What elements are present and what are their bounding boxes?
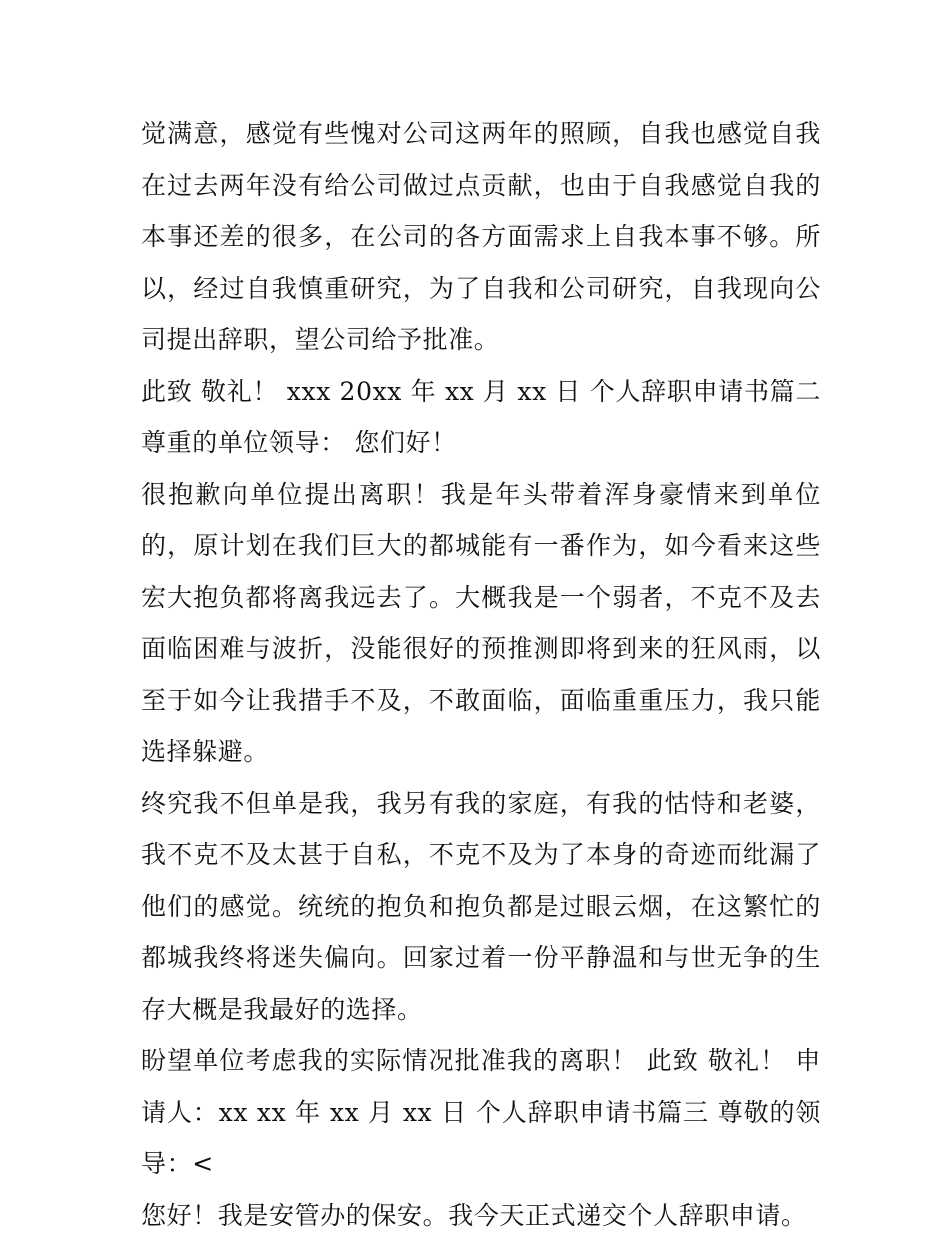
paragraph-6: 您好！我是安管办的保安。我今天正式递交个人辞职申请。 (141, 1190, 821, 1241)
paragraph-4: 终究我不但单是我，我另有我的家庭，有我的怙恃和老婆，我不克不及太甚于自私，不克不及为了本身的奇迹而纰漏了他们的感觉。统统的抱负和抱负都是过眼云烟，在这繁忙的都城我终将迷失偏向。回家过着一份平静温和与世无争的生存大概是我最好的选择。 (141, 778, 821, 1036)
paragraph-2: 此致 敬礼！ xxx 20xx 年 xx 月 xx 日 个人辞职申请书篇二 尊重的单位领导： 您们好！ (141, 366, 821, 469)
paragraph-5: 盼望单位考虑我的实际情况批准我的离职！ 此致 敬礼！ 申请人：xx xx 年 xx 月 xx 日 个人辞职申请书篇三 尊敬的领导：< (141, 1035, 821, 1190)
document-body (141, 108, 821, 1241)
paragraph-1: 觉满意，感觉有些愧对公司这两年的照顾，自我也感觉自我在过去两年没有给公司做过点贡献，也由于自我感觉自我的本事还差的很多，在公司的各方面需求上自我本事不够。所以，经过自我慎重研究，为了自我和公司研究，自我现向公司提出辞职，望公司给予批准。 (141, 108, 821, 366)
paragraph-3: 很抱歉向单位提出离职！我是年头带着浑身豪情来到单位的，原计划在我们巨大的都城能有一番作为，如今看来这些宏大抱负都将离我远去了。大概我是一个弱者，不克不及去面临困难与波折，没能很好的预推测即将到来的狂风雨，以至于如今让我措手不及，不敢面临，面临重重压力，我只能选择躲避。 (141, 469, 821, 778)
